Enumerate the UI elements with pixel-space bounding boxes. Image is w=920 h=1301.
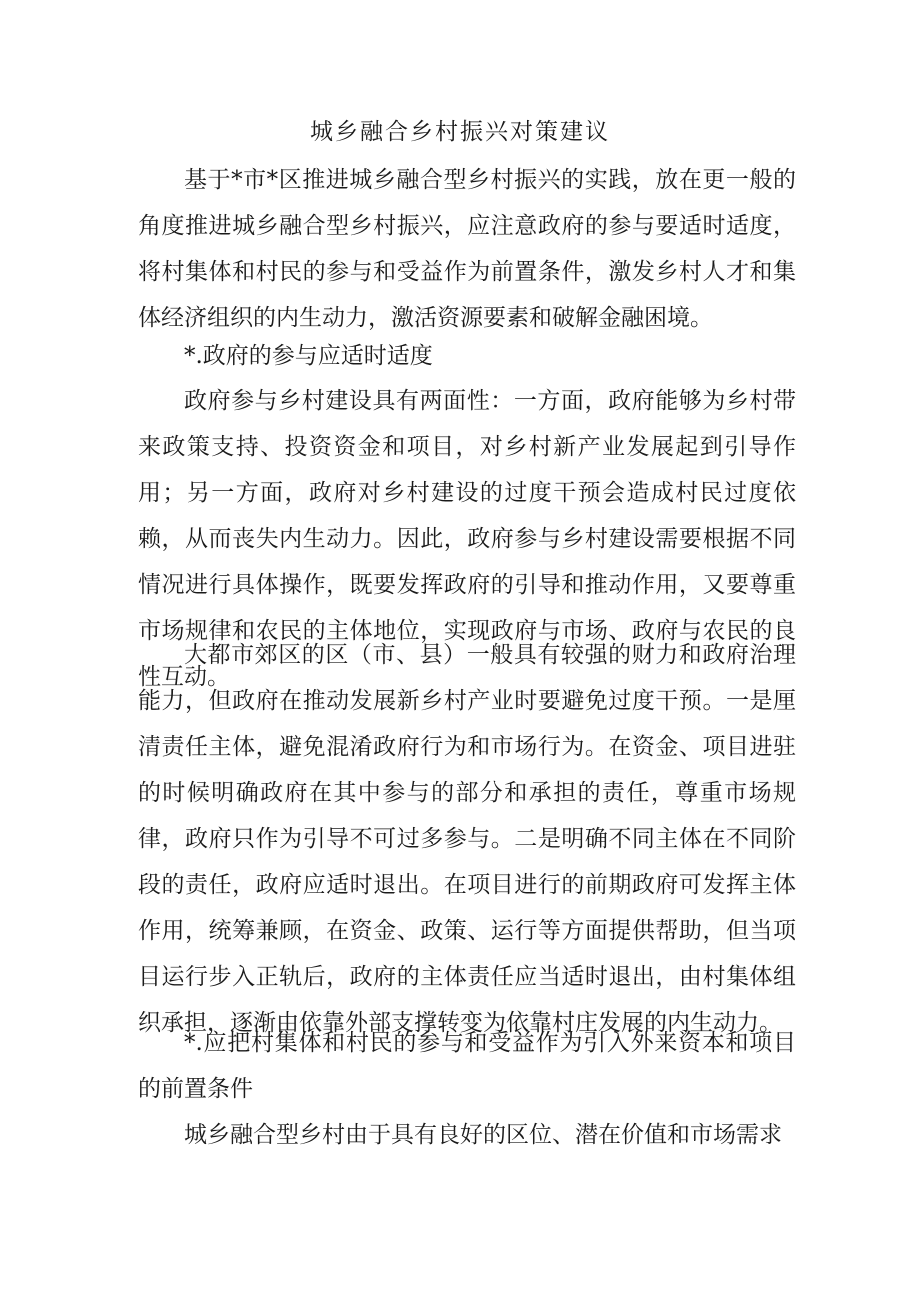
intro-paragraph: 基于*市*区推进城乡融合型乡村振兴的实践，放在更一般的角度推进城乡融合型乡村振兴，应注意政府的参与要适时适度，将村集体和村民的参与和受益作为前置条件，激发乡村人才和集体经济组织的内生动力，激活资源要素和破解金融困境。: [138, 167, 796, 331]
body-paragraph: 政府参与乡村建设具有两面性：一方面，政府能够为乡村带来政策支持、投资资金和项目，对乡村新产业发展起到引导作用；另一方面，政府对乡村建设的过度干预会造成村民过度依赖，从而丧失内生动力。因此，政府参与乡村建设需要根据不同情况进行具体操作，既要发挥政府的引导和推动作用，又要尊重市场规律和农民的主体地位，实现政府与市场、政府与农民的良性互动。: [138, 388, 796, 690]
body-paragraph: 城乡融合型乡村由于具有良好的区位、潜在价值和市场需求: [184, 1122, 782, 1148]
section-heading-2: *.应把村集体和村民的参与和受益作为引入外来资本和项目的前置条件: [138, 1030, 796, 1102]
section-heading-1: *.政府的参与应适时适度: [184, 343, 433, 369]
document-title: 城乡融合乡村振兴对策建议: [310, 119, 610, 145]
body-paragraph: 大都市郊区的区（市、县）一般具有较强的财力和政府治理能力，但政府在推动发展新乡村产业时要避免过度干预。一是厘清责任主体，避免混淆政府行为和市场行为。在资金、项目进驻的时候明确政府在其中参与的部分和承担的责任，尊重市场规律，政府只作为引导不可过多参与。二是明确不同主体在不同阶段的责任，政府应适时退出。在项目进行的前期政府可发挥主体作用，统筹兼顾，在资金、政策、运行等方面提供帮助，但当项目运行步入正轨后，政府的主体责任应当适时退出，由村集体组织承担，逐渐由依靠外部支撑转变为依靠村庄发展的内生动力。: [138, 642, 796, 1036]
